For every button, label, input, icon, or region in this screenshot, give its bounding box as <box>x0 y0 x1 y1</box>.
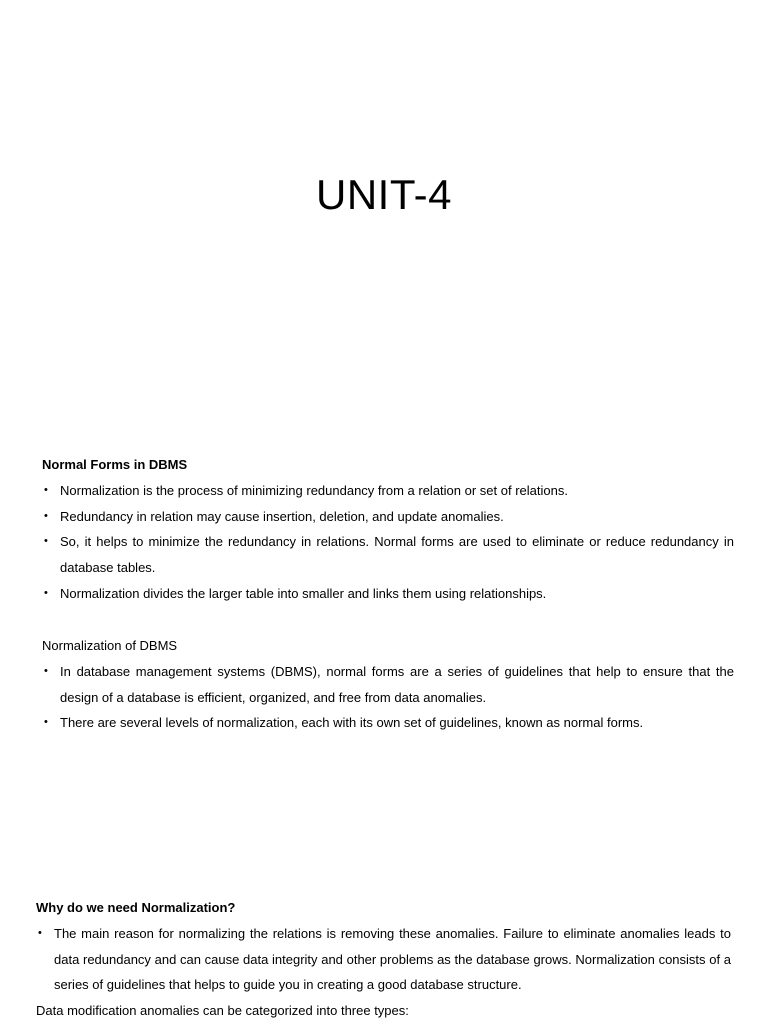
bullet-icon: • <box>44 716 48 729</box>
list-item <box>42 659 734 711</box>
bullet-icon: • <box>38 926 42 939</box>
section-normal-forms <box>42 452 734 607</box>
list-item-text: There are several levels of normalization, each with its own set of guidelines, known as normal forms. <box>60 715 644 731</box>
page-title: UNIT-4 <box>315 171 452 218</box>
list-item <box>42 581 734 607</box>
list-item-text: Normalization is the process of minimizing redundancy from a relation or set of relations. <box>60 482 568 498</box>
paragraph-text: Data modification anomalies can be categorized into three types: <box>36 1003 409 1019</box>
list-item-text: So, it helps to minimize the redundancy in relations. Normal forms are used to eliminate or reduce redundancy in database tables. <box>60 534 734 576</box>
list-item-text: Redundancy in relation may cause insertion, deletion, and update anomalies. <box>60 508 504 524</box>
bullet-list <box>42 659 734 736</box>
bullet-icon: • <box>44 664 48 677</box>
bullet-icon: • <box>44 535 48 548</box>
bullet-icon: • <box>44 483 48 496</box>
list-item-text: Normalization divides the larger table into smaller and links them using relationships. <box>60 585 547 601</box>
list-item <box>42 529 734 581</box>
bullet-icon: • <box>44 586 48 599</box>
list-item <box>42 710 734 736</box>
list-item-text: The main reason for normalizing the relations is removing these anomalies. Failure to eliminate anomalies leads to data redundancy and can cause data integrity and other problems as the database grows. Normalization consists of a series of guidelines that helps to guide you in creating a good database structure. <box>54 925 731 993</box>
list-item <box>36 921 731 998</box>
bullet-icon: • <box>44 509 48 522</box>
section-why-normalization <box>36 895 731 1024</box>
section-normalization-of-dbms <box>42 633 734 736</box>
bullet-list <box>36 921 731 998</box>
section-heading: Normalization of DBMS <box>42 638 178 653</box>
section-heading: Normal Forms in DBMS <box>42 457 188 472</box>
list-item <box>42 504 734 530</box>
list-item-text: In database management systems (DBMS), normal forms are a series of guidelines that help to ensure that the design of a database is efficient, organized, and free from data anomalies. <box>60 663 734 705</box>
bullet-list <box>42 478 734 607</box>
list-item <box>42 478 734 504</box>
section-heading: Why do we need Normalization? <box>36 900 236 915</box>
